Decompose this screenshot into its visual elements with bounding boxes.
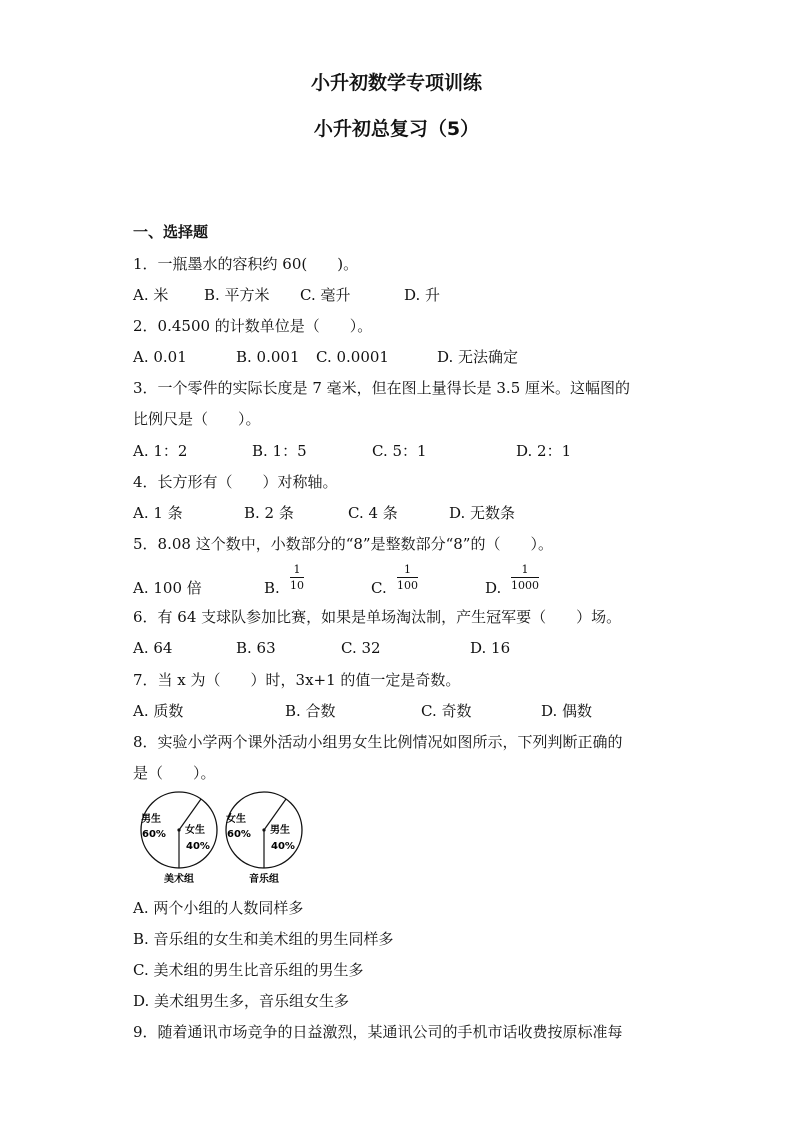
pie-right-label: 男生 xyxy=(270,825,290,836)
pie-right-label: 女生 xyxy=(185,825,205,836)
fraction-numerator: 1 xyxy=(521,563,529,576)
pie-right-percent: 40% xyxy=(186,841,210,852)
pie-right-percent: 40% xyxy=(271,841,295,852)
question-3-option-a: A. 1：2 xyxy=(133,442,188,460)
pie-left-label: 女生 xyxy=(226,814,246,825)
question-8-option-b: B. 音乐组的女生和美术组的男生同样多 xyxy=(133,930,394,948)
pie-left-label: 男生 xyxy=(141,814,161,825)
question-3-option-c: C. 5：1 xyxy=(372,442,427,460)
art-group-pie-chart xyxy=(134,790,224,884)
question-8-option-d: D. 美术组男生多，音乐组女生多 xyxy=(133,992,350,1010)
question-1-option-d: D. 升 xyxy=(404,286,441,304)
question-2-option-b: B. 0.001 xyxy=(236,348,300,366)
question-2-option-d: D. 无法确定 xyxy=(437,348,519,366)
pie-caption: 音乐组 xyxy=(249,874,279,884)
question-8-stem-line2: 是（ ）。 xyxy=(133,764,216,782)
question-6-option-a: A. 64 xyxy=(133,639,173,657)
question-4-option-a: A. 1 条 xyxy=(133,504,183,522)
question-2-stem: 2．0.4500 的计数单位是（ ）。 xyxy=(133,317,373,335)
fraction-denominator: 1000 xyxy=(511,579,539,592)
question-3-stem-line2: 比例尺是（ ）。 xyxy=(133,410,261,428)
music-group-pie-chart xyxy=(219,790,309,884)
question-7-option-a: A. 质数 xyxy=(133,702,184,720)
fraction-denominator: 100 xyxy=(397,579,418,592)
fraction-bar xyxy=(290,577,304,578)
question-7-option-c: C. 奇数 xyxy=(421,702,472,720)
fraction-denominator: 10 xyxy=(290,579,304,592)
question-5-option-a: A. 100 倍 xyxy=(133,579,202,597)
section-heading: 一、选择题 xyxy=(133,223,209,241)
question-1-option-a: A. 米 xyxy=(133,286,169,304)
question-5-option-b-fraction xyxy=(290,563,304,592)
question-2-option-c: C. 0.0001 xyxy=(316,348,389,366)
question-4-stem: 4．长方形有（ ）对称轴。 xyxy=(133,473,338,491)
pie-center xyxy=(177,828,180,831)
question-7-option-b: B. 合数 xyxy=(285,702,336,720)
question-4-option-c: C. 4 条 xyxy=(348,504,398,522)
question-6-option-b: B. 63 xyxy=(236,639,276,657)
question-4-option-b: B. 2 条 xyxy=(244,504,294,522)
question-5-option-b-label: B. xyxy=(264,579,280,597)
question-8-option-a: A. 两个小组的人数同样多 xyxy=(133,899,304,917)
pie-caption: 美术组 xyxy=(164,874,194,884)
question-2-option-a: A. 0.01 xyxy=(133,348,187,366)
page-title: 小升初数学专项训练 xyxy=(310,72,482,94)
question-5-option-d-fraction xyxy=(511,563,539,592)
question-8-stem-line1: 8．实验小学两个课外活动小组男女生比例情况如图所示，下列判断正确的 xyxy=(133,733,623,751)
question-6-option-d: D. 16 xyxy=(470,639,511,657)
question-1-option-b: B. 平方米 xyxy=(204,286,270,304)
pie-left-percent: 60% xyxy=(227,829,251,840)
page-subtitle: 小升初总复习（5） xyxy=(313,118,480,140)
question-6-stem: 6．有 64 支球队参加比赛，如果是单场淘汰制，产生冠军要（ ）场。 xyxy=(133,608,622,626)
fraction-numerator: 1 xyxy=(404,563,411,576)
question-5-option-c-label: C. xyxy=(371,579,387,597)
question-5-option-c-fraction xyxy=(397,563,418,592)
question-8-option-c: C. 美术组的男生比音乐组的男生多 xyxy=(133,961,364,979)
pie-left-percent: 60% xyxy=(142,829,166,840)
question-5-stem: 5．8.08 这个数中，小数部分的“8”是整数部分“8”的（ ）。 xyxy=(133,535,553,553)
question-1-stem: 1．一瓶墨水的容积约 60( )。 xyxy=(133,255,359,273)
question-9-stem-line1: 9．随着通讯市场竞争的日益激烈，某通讯公司的手机市话收费按原标准每 xyxy=(133,1023,623,1041)
question-3-stem-line1: 3．一个零件的实际长度是 7 毫米，但在图上量得长是 3.5 厘米。这幅图的 xyxy=(133,379,631,397)
pie-center xyxy=(262,828,265,831)
question-3-option-b: B. 1：5 xyxy=(252,442,307,460)
question-4-option-d: D. 无数条 xyxy=(449,504,516,522)
question-7-stem: 7．当 x 为（ ）时，3x+1 的值一定是奇数。 xyxy=(133,671,461,689)
fraction-bar xyxy=(397,577,418,578)
fraction-bar xyxy=(511,577,539,578)
question-5-option-d-label: D. xyxy=(485,579,502,597)
question-7-option-d: D. 偶数 xyxy=(541,702,593,720)
fraction-numerator: 1 xyxy=(293,563,301,576)
question-1-option-c: C. 毫升 xyxy=(300,286,351,304)
question-3-option-d: D. 2：1 xyxy=(516,442,572,460)
question-6-option-c: C. 32 xyxy=(341,639,381,657)
